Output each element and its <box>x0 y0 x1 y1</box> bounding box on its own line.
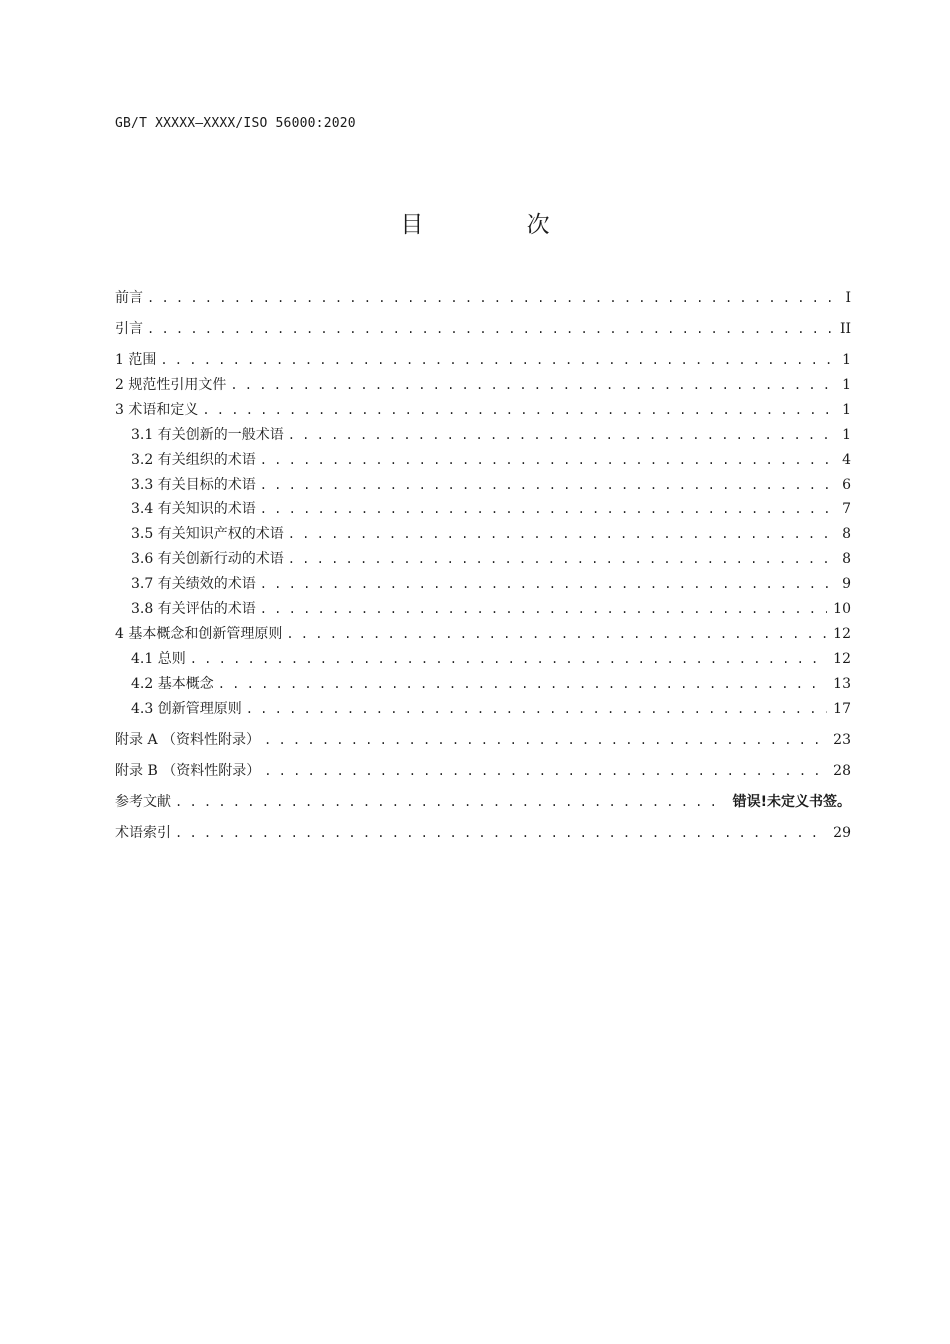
toc-entry-label: 4.2 基本概念 <box>131 676 214 692</box>
toc-dot-leader <box>175 823 827 843</box>
toc-dot-leader <box>246 699 827 719</box>
toc-entry-4-2[interactable] <box>131 674 851 694</box>
toc-entry-3-7[interactable] <box>131 574 851 594</box>
toc-entry-label: 3.1 有关创新的一般术语 <box>131 427 284 443</box>
toc-entry-page: 8 <box>842 551 851 567</box>
toc-entry-label: 附录 B （资料性附录） <box>115 763 261 779</box>
toc-entry-page: 1 <box>842 352 851 368</box>
toc-entry-label: 3 术语和定义 <box>115 402 199 418</box>
toc-entry-bibliography[interactable] <box>115 792 851 812</box>
toc-dot-leader <box>260 574 831 594</box>
toc-entry-label: 1 范围 <box>115 352 157 368</box>
toc-dot-leader <box>147 319 831 339</box>
toc-entry-introduction[interactable] <box>115 319 851 339</box>
toc-entry-basic-concepts[interactable] <box>115 624 851 644</box>
toc-dot-leader <box>288 524 831 544</box>
toc-entry-scope[interactable] <box>115 350 851 370</box>
toc-entry-terms-definitions[interactable] <box>115 400 851 420</box>
toc-dot-leader <box>288 425 831 445</box>
toc-entry-annex-a[interactable] <box>115 730 851 750</box>
toc-entry-label: 3.6 有关创新行动的术语 <box>131 551 284 567</box>
toc-entry-3-5[interactable] <box>131 524 851 544</box>
toc-entry-label: 2 规范性引用文件 <box>115 377 227 393</box>
toc-entry-3-4[interactable] <box>131 499 851 519</box>
toc-entry-page-error: 错误!未定义书签。 <box>732 794 851 810</box>
toc-entry-page: 29 <box>833 825 851 841</box>
toc-entry-page: 8 <box>842 526 851 542</box>
toc-entry-page: 6 <box>842 477 851 493</box>
standard-code-header: GB/T XXXXX—XXXX/ISO 56000:2020 <box>115 116 356 131</box>
toc-entry-3-6[interactable] <box>131 549 851 569</box>
toc-entry-annex-b[interactable] <box>115 761 851 781</box>
toc-entry-label: 3.8 有关评估的术语 <box>131 601 256 617</box>
toc-dot-leader <box>202 400 831 420</box>
toc-dot-leader <box>260 599 827 619</box>
toc-entry-page: 7 <box>842 501 851 517</box>
toc-dot-leader <box>260 499 831 519</box>
toc-entry-page: 9 <box>842 576 851 592</box>
toc-entry-4-3[interactable] <box>131 699 851 719</box>
toc-dot-leader <box>288 549 831 569</box>
toc-dot-leader <box>286 624 827 644</box>
toc-dot-leader <box>218 674 827 694</box>
toc-entry-label: 引言 <box>115 321 143 337</box>
toc-entry-normative-references[interactable] <box>115 375 851 395</box>
toc-title: 目 次 <box>400 212 598 238</box>
toc-entry-page: II <box>839 321 851 337</box>
toc-entry-page: 23 <box>833 732 851 748</box>
toc-entry-term-index[interactable] <box>115 823 851 843</box>
toc-entry-page: 10 <box>833 601 851 617</box>
toc-entry-label: 4.1 总则 <box>131 651 186 667</box>
toc-entry-4-1[interactable] <box>131 649 851 669</box>
toc-dot-leader <box>190 649 827 669</box>
toc-entry-page: I <box>845 290 851 306</box>
toc-entry-page: 13 <box>833 676 851 692</box>
toc-dot-leader <box>230 375 831 395</box>
toc-entry-label: 3.3 有关目标的术语 <box>131 477 256 493</box>
toc-entry-3-2[interactable] <box>131 450 851 470</box>
toc-entry-label: 参考文献 <box>115 794 171 810</box>
toc-entry-page: 1 <box>842 377 851 393</box>
toc-entry-page: 1 <box>842 427 851 443</box>
toc-dot-leader <box>175 792 727 812</box>
toc-dot-leader <box>264 730 827 750</box>
toc-entry-label: 3.5 有关知识产权的术语 <box>131 526 284 542</box>
toc-entry-3-3[interactable] <box>131 475 851 495</box>
toc-entry-label: 3.7 有关绩效的术语 <box>131 576 256 592</box>
toc-entry-label: 附录 A （资料性附录） <box>115 732 261 748</box>
toc-dot-leader <box>260 475 831 495</box>
toc-entry-page: 12 <box>833 651 851 667</box>
toc-entry-page: 17 <box>833 701 851 717</box>
toc-dot-leader <box>264 761 827 781</box>
toc-entry-label: 3.2 有关组织的术语 <box>131 452 256 468</box>
toc-dot-leader <box>147 288 831 308</box>
toc-entry-page: 28 <box>833 763 851 779</box>
toc-entry-label: 4 基本概念和创新管理原则 <box>115 626 283 642</box>
toc-entry-page: 12 <box>833 626 851 642</box>
toc-dot-leader <box>160 350 831 370</box>
toc-dot-leader <box>260 450 831 470</box>
toc-entry-label: 术语索引 <box>115 825 171 841</box>
toc-entry-page: 4 <box>842 452 851 468</box>
toc-entry-page: 1 <box>842 402 851 418</box>
toc-entry-label: 4.3 创新管理原则 <box>131 701 242 717</box>
toc-entry-foreword[interactable] <box>115 288 851 308</box>
toc-entry-3-8[interactable] <box>131 599 851 619</box>
toc-entry-label: 3.4 有关知识的术语 <box>131 501 256 517</box>
toc-entry-3-1[interactable] <box>131 425 851 445</box>
toc-entry-label: 前言 <box>115 290 143 306</box>
